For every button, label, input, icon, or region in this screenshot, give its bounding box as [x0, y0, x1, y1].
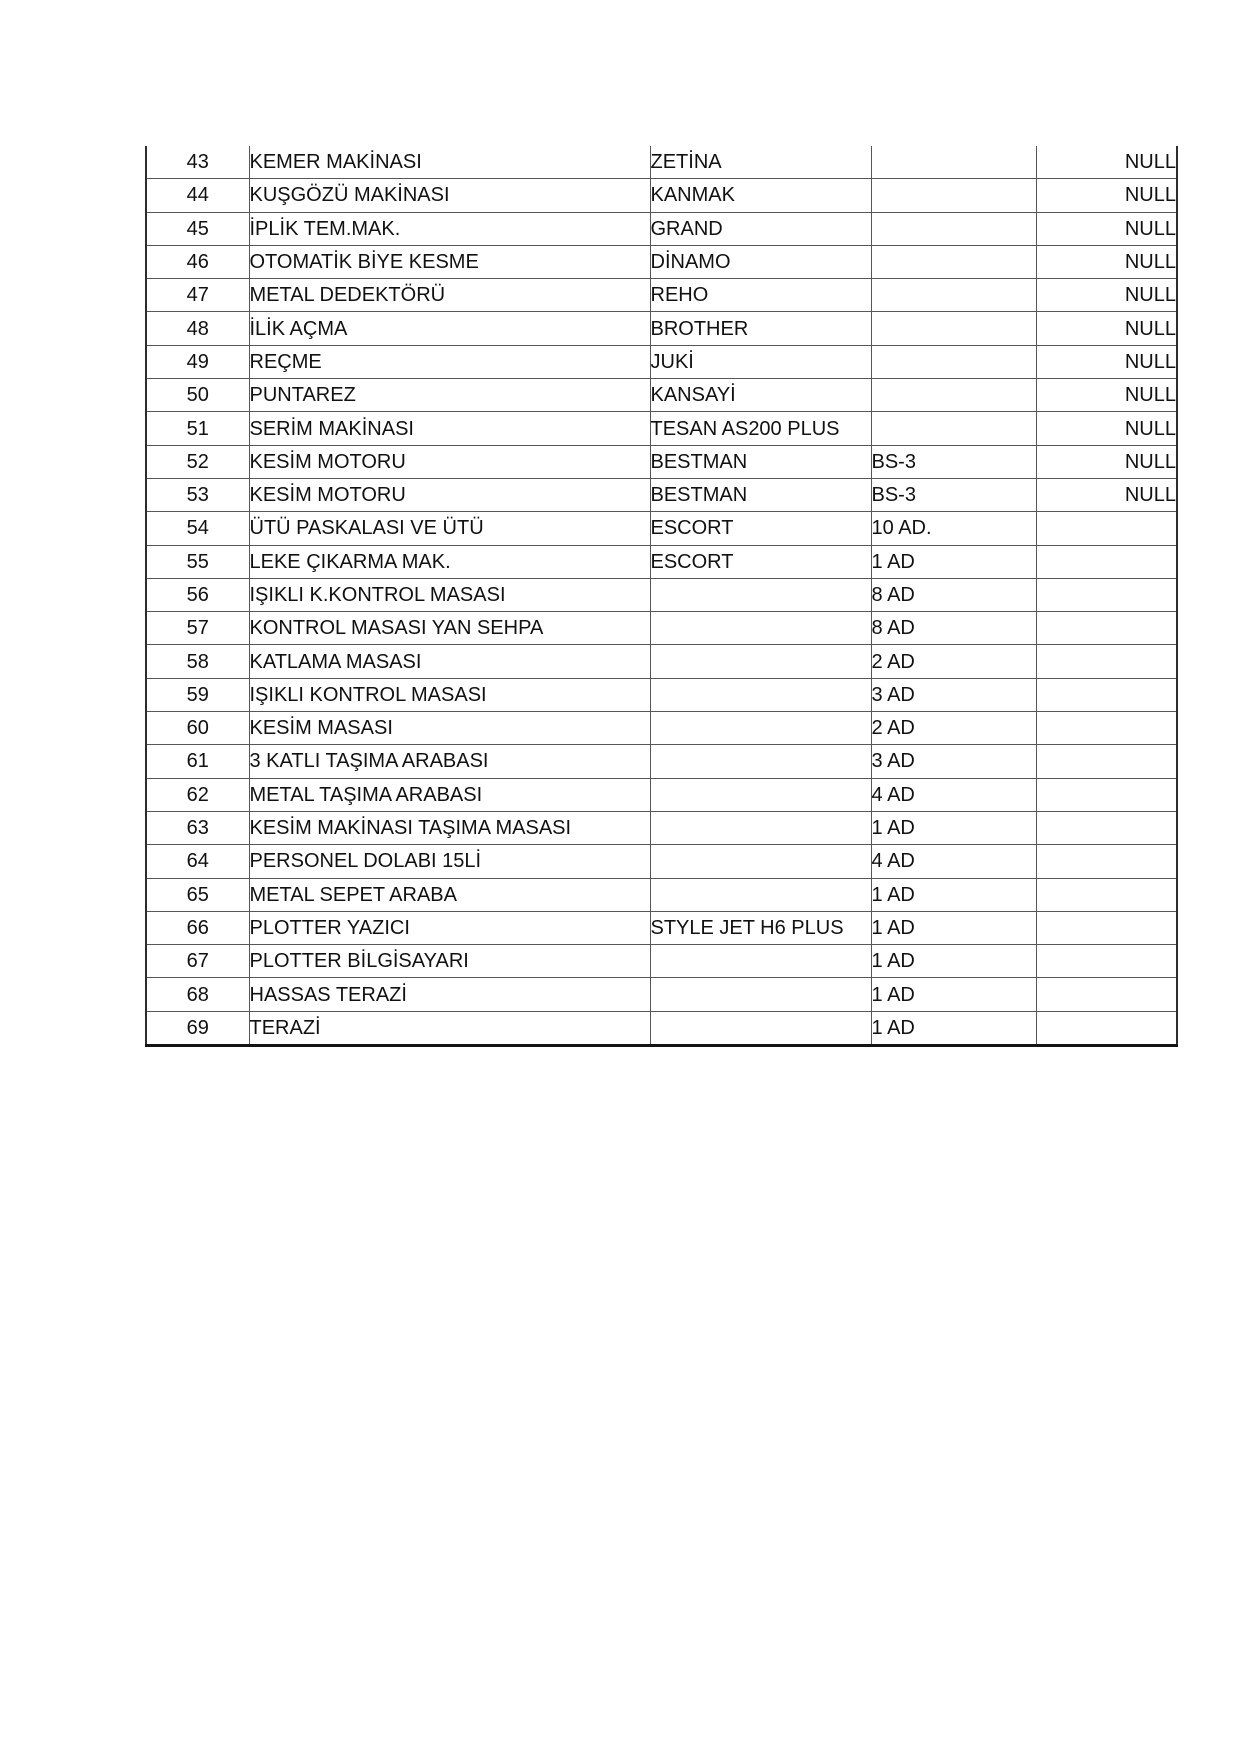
row-number-cell: 52	[146, 445, 249, 478]
table-row	[146, 146, 1177, 179]
item-name-cell: KESİM MAKİNASI TAŞIMA MASASI	[249, 811, 650, 844]
null-value-cell	[1036, 712, 1177, 745]
item-name-cell: İPLİK TEM.MAK.	[249, 212, 650, 245]
brand-cell: KANMAK	[650, 179, 871, 212]
null-value-cell	[1036, 745, 1177, 778]
brand-cell	[650, 811, 871, 844]
model-qty-cell: 1 AD	[871, 911, 1036, 944]
null-value-cell	[1036, 1011, 1177, 1045]
row-number-cell: 53	[146, 478, 249, 511]
model-qty-cell	[871, 379, 1036, 412]
model-qty-cell: 2 AD	[871, 645, 1036, 678]
brand-cell: BROTHER	[650, 312, 871, 345]
table-row	[146, 578, 1177, 611]
null-value-cell: NULL	[1036, 445, 1177, 478]
row-number-cell: 64	[146, 845, 249, 878]
model-qty-cell: 4 AD	[871, 845, 1036, 878]
item-name-cell: KONTROL MASASI YAN SEHPA	[249, 612, 650, 645]
item-name-cell: METAL SEPET ARABA	[249, 878, 650, 911]
item-name-cell: PERSONEL DOLABI 15Lİ	[249, 845, 650, 878]
row-number-cell: 60	[146, 712, 249, 745]
item-name-cell: 3 KATLI TAŞIMA ARABASI	[249, 745, 650, 778]
table-row	[146, 312, 1177, 345]
null-value-cell: NULL	[1036, 312, 1177, 345]
table-row	[146, 612, 1177, 645]
null-value-cell	[1036, 945, 1177, 978]
table-row	[146, 645, 1177, 678]
brand-cell	[650, 945, 871, 978]
null-value-cell	[1036, 978, 1177, 1011]
null-value-cell: NULL	[1036, 146, 1177, 179]
row-number-cell: 68	[146, 978, 249, 1011]
row-number-cell: 65	[146, 878, 249, 911]
brand-cell: BESTMAN	[650, 478, 871, 511]
model-qty-cell	[871, 279, 1036, 312]
row-number-cell: 55	[146, 545, 249, 578]
model-qty-cell: 10 AD.	[871, 512, 1036, 545]
null-value-cell: NULL	[1036, 379, 1177, 412]
brand-cell	[650, 778, 871, 811]
null-value-cell	[1036, 878, 1177, 911]
inventory-table	[145, 146, 1178, 1047]
item-name-cell: METAL DEDEKTÖRÜ	[249, 279, 650, 312]
row-number-cell: 59	[146, 678, 249, 711]
table-row	[146, 778, 1177, 811]
null-value-cell: NULL	[1036, 212, 1177, 245]
item-name-cell: ÜTÜ PASKALASI VE ÜTÜ	[249, 512, 650, 545]
model-qty-cell	[871, 345, 1036, 378]
item-name-cell: REÇME	[249, 345, 650, 378]
row-number-cell: 63	[146, 811, 249, 844]
table-row	[146, 712, 1177, 745]
model-qty-cell: 2 AD	[871, 712, 1036, 745]
item-name-cell: KESİM MOTORU	[249, 445, 650, 478]
brand-cell: ESCORT	[650, 545, 871, 578]
model-qty-cell: 1 AD	[871, 545, 1036, 578]
table-row	[146, 478, 1177, 511]
model-qty-cell: 1 AD	[871, 945, 1036, 978]
brand-cell	[650, 712, 871, 745]
model-qty-cell	[871, 312, 1036, 345]
table-row	[146, 978, 1177, 1011]
model-qty-cell	[871, 412, 1036, 445]
table-row	[146, 1011, 1177, 1045]
table-row	[146, 379, 1177, 412]
model-qty-cell: 3 AD	[871, 745, 1036, 778]
table-row	[146, 512, 1177, 545]
row-number-cell: 66	[146, 911, 249, 944]
brand-cell	[650, 678, 871, 711]
model-qty-cell	[871, 245, 1036, 278]
null-value-cell: NULL	[1036, 245, 1177, 278]
item-name-cell: TERAZİ	[249, 1011, 650, 1045]
null-value-cell: NULL	[1036, 279, 1177, 312]
null-value-cell	[1036, 845, 1177, 878]
brand-cell: JUKİ	[650, 345, 871, 378]
table-row	[146, 245, 1177, 278]
row-number-cell: 47	[146, 279, 249, 312]
model-qty-cell: 3 AD	[871, 678, 1036, 711]
row-number-cell: 58	[146, 645, 249, 678]
brand-cell	[650, 612, 871, 645]
table-row	[146, 911, 1177, 944]
inventory-table-body	[146, 146, 1177, 1046]
item-name-cell: IŞIKLI K.KONTROL MASASI	[249, 578, 650, 611]
item-name-cell: İLİK AÇMA	[249, 312, 650, 345]
row-number-cell: 50	[146, 379, 249, 412]
table-row	[146, 545, 1177, 578]
model-qty-cell	[871, 179, 1036, 212]
item-name-cell: OTOMATİK BİYE KESME	[249, 245, 650, 278]
brand-cell: KANSAYİ	[650, 379, 871, 412]
null-value-cell	[1036, 645, 1177, 678]
item-name-cell: HASSAS TERAZİ	[249, 978, 650, 1011]
brand-cell: STYLE JET H6 PLUS	[650, 911, 871, 944]
brand-cell: GRAND	[650, 212, 871, 245]
model-qty-cell: 8 AD	[871, 578, 1036, 611]
null-value-cell: NULL	[1036, 412, 1177, 445]
row-number-cell: 69	[146, 1011, 249, 1045]
model-qty-cell: BS-3	[871, 445, 1036, 478]
model-qty-cell: 8 AD	[871, 612, 1036, 645]
brand-cell	[650, 645, 871, 678]
brand-cell	[650, 578, 871, 611]
null-value-cell	[1036, 678, 1177, 711]
brand-cell	[650, 1011, 871, 1045]
row-number-cell: 67	[146, 945, 249, 978]
brand-cell: TESAN AS200 PLUS	[650, 412, 871, 445]
table-row	[146, 179, 1177, 212]
row-number-cell: 44	[146, 179, 249, 212]
row-number-cell: 43	[146, 146, 249, 179]
table-row	[146, 845, 1177, 878]
brand-cell	[650, 878, 871, 911]
item-name-cell: KUŞGÖZÜ MAKİNASI	[249, 179, 650, 212]
brand-cell: ZETİNA	[650, 146, 871, 179]
null-value-cell	[1036, 545, 1177, 578]
null-value-cell: NULL	[1036, 478, 1177, 511]
row-number-cell: 45	[146, 212, 249, 245]
model-qty-cell: 1 AD	[871, 1011, 1036, 1045]
null-value-cell: NULL	[1036, 179, 1177, 212]
table-row	[146, 678, 1177, 711]
brand-cell: REHO	[650, 279, 871, 312]
model-qty-cell	[871, 146, 1036, 179]
item-name-cell: LEKE ÇIKARMA MAK.	[249, 545, 650, 578]
null-value-cell: NULL	[1036, 345, 1177, 378]
brand-cell	[650, 978, 871, 1011]
null-value-cell	[1036, 612, 1177, 645]
item-name-cell: SERİM MAKİNASI	[249, 412, 650, 445]
row-number-cell: 57	[146, 612, 249, 645]
model-qty-cell: 1 AD	[871, 811, 1036, 844]
table-row	[146, 445, 1177, 478]
brand-cell: BESTMAN	[650, 445, 871, 478]
null-value-cell	[1036, 512, 1177, 545]
row-number-cell: 61	[146, 745, 249, 778]
brand-cell	[650, 845, 871, 878]
row-number-cell: 56	[146, 578, 249, 611]
item-name-cell: METAL TAŞIMA ARABASI	[249, 778, 650, 811]
row-number-cell: 54	[146, 512, 249, 545]
null-value-cell	[1036, 911, 1177, 944]
row-number-cell: 46	[146, 245, 249, 278]
item-name-cell: PUNTAREZ	[249, 379, 650, 412]
item-name-cell: PLOTTER YAZICI	[249, 911, 650, 944]
item-name-cell: PLOTTER BİLGİSAYARI	[249, 945, 650, 978]
table-row	[146, 811, 1177, 844]
row-number-cell: 51	[146, 412, 249, 445]
null-value-cell	[1036, 578, 1177, 611]
null-value-cell	[1036, 811, 1177, 844]
brand-cell	[650, 745, 871, 778]
table-row	[146, 412, 1177, 445]
table-row	[146, 945, 1177, 978]
model-qty-cell: 1 AD	[871, 878, 1036, 911]
table-row	[146, 279, 1177, 312]
row-number-cell: 49	[146, 345, 249, 378]
model-qty-cell: 4 AD	[871, 778, 1036, 811]
model-qty-cell: BS-3	[871, 478, 1036, 511]
model-qty-cell	[871, 212, 1036, 245]
brand-cell: ESCORT	[650, 512, 871, 545]
item-name-cell: KESİM MASASI	[249, 712, 650, 745]
row-number-cell: 48	[146, 312, 249, 345]
null-value-cell	[1036, 778, 1177, 811]
item-name-cell: KESİM MOTORU	[249, 478, 650, 511]
table-row	[146, 345, 1177, 378]
brand-cell: DİNAMO	[650, 245, 871, 278]
table-row	[146, 878, 1177, 911]
table-row	[146, 745, 1177, 778]
row-number-cell: 62	[146, 778, 249, 811]
item-name-cell: IŞIKLI KONTROL MASASI	[249, 678, 650, 711]
item-name-cell: KEMER MAKİNASI	[249, 146, 650, 179]
table-row	[146, 212, 1177, 245]
item-name-cell: KATLAMA MASASI	[249, 645, 650, 678]
model-qty-cell: 1 AD	[871, 978, 1036, 1011]
